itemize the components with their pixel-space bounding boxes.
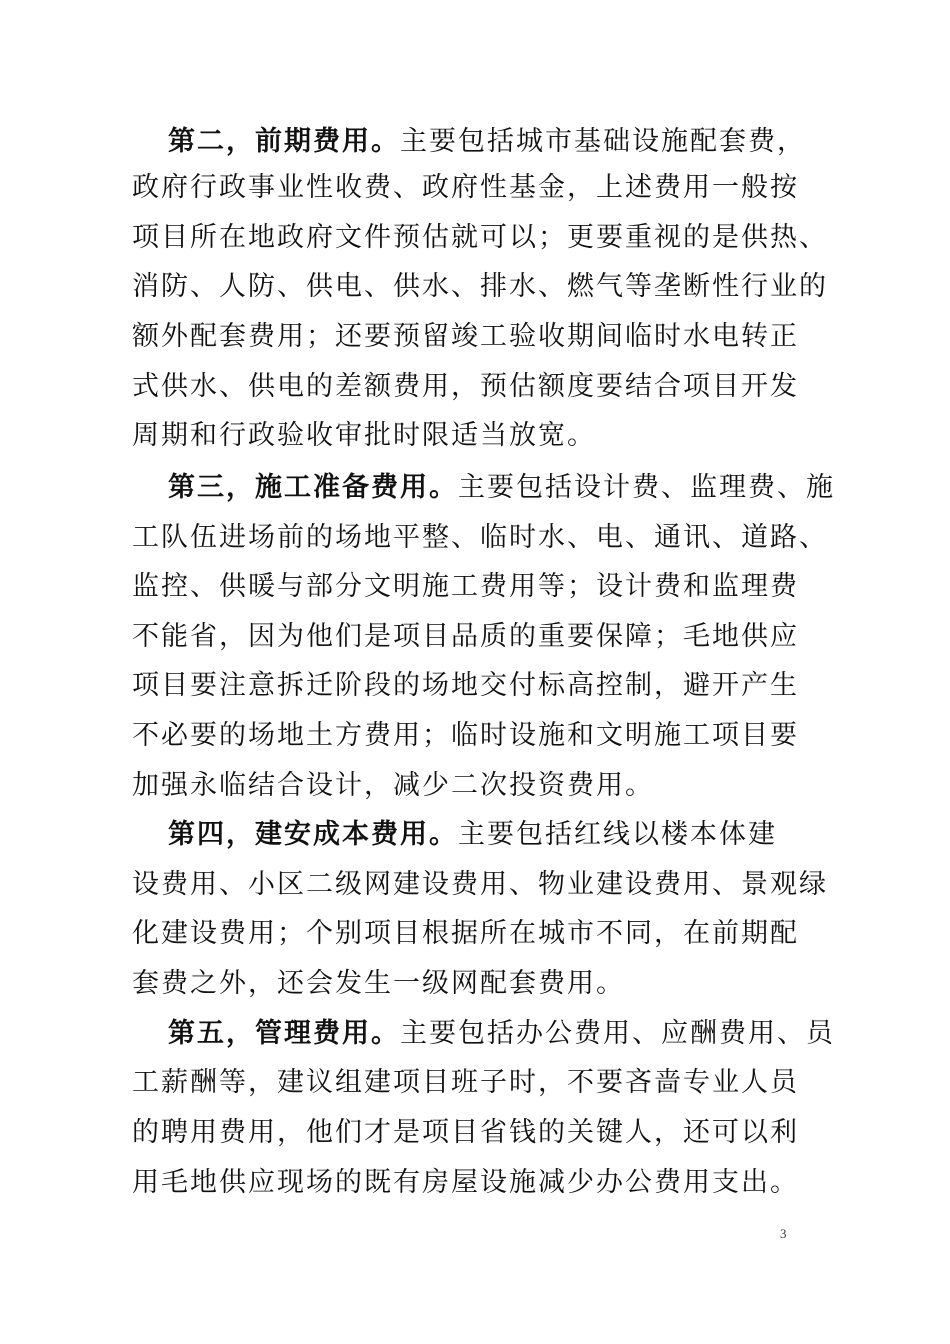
- paragraph-line: 项目要注意拆迁阶段的场地交付标高控制，避开产生: [132, 670, 799, 701]
- paragraph-text: 主要包括红线以楼本体建: [458, 819, 777, 850]
- paragraph-heading: 第五，管理费用。: [168, 1018, 400, 1049]
- paragraph-heading: 第四，建安成本费用。: [168, 819, 458, 850]
- paragraph-line: 消防、人防、供电、供水、排水、燃气等垄断性行业的: [132, 271, 828, 302]
- paragraph-line: 不必要的场地土方费用；临时设施和文明施工项目要: [132, 720, 799, 751]
- paragraph-line: 监控、供暖与部分文明施工费用等；设计费和监理费: [132, 571, 799, 602]
- paragraph-text: 主要包括设计费、监理费、施: [458, 472, 835, 503]
- paragraph-line: 的聘用费用，他们才是项目省钱的关键人，还可以利: [132, 1117, 799, 1148]
- paragraph-line: 不能省，因为他们是项目品质的重要保障；毛地供应: [132, 621, 799, 652]
- paragraph-line: 设费用、小区二级网建设费用、物业建设费用、景观绿: [132, 869, 828, 900]
- paragraph-line: 套费之外，还会发生一级网配套费用。: [132, 968, 625, 999]
- paragraph-line: 项目所在地政府文件预估就可以；更要重视的是供热、: [132, 222, 828, 253]
- page-number: 3: [780, 1226, 787, 1241]
- paragraph-line: 工队伍进场前的场地平整、临时水、电、通讯、道路、: [132, 522, 828, 553]
- paragraph-line: 工薪酬等，建议组建项目班子时，不要吝啬专业人员: [132, 1067, 799, 1098]
- paragraph-line: [168, 815, 777, 855]
- paragraph-text: 主要包括城市基础设施配套费，: [400, 126, 806, 157]
- paragraph-line: [168, 1014, 835, 1054]
- paragraph-text: 主要包括办公费用、应酬费用、员: [400, 1018, 835, 1049]
- paragraph-line: 政府行政事业性收费、政府性基金，上述费用一般按: [132, 172, 799, 203]
- paragraph-line: 周期和行政验收审批时限适当放宽。: [132, 420, 596, 451]
- paragraph-line: 加强永临结合设计，减少二次投资费用。: [132, 770, 654, 801]
- paragraph-line: [168, 468, 835, 508]
- paragraph-line: 用毛地供应现场的既有房屋设施减少办公费用支出。: [132, 1167, 799, 1198]
- paragraph-line: [168, 122, 806, 162]
- paragraph-heading: 第三，施工准备费用。: [168, 472, 458, 503]
- paragraph-line: 式供水、供电的差额费用，预估额度要结合项目开发: [132, 371, 799, 402]
- paragraph-line: 化建设费用；个别项目根据所在城市不同，在前期配: [132, 918, 799, 949]
- paragraph-heading: 第二，前期费用。: [168, 126, 400, 157]
- paragraph-line: 额外配套费用；还要预留竣工验收期间临时水电转正: [132, 321, 799, 352]
